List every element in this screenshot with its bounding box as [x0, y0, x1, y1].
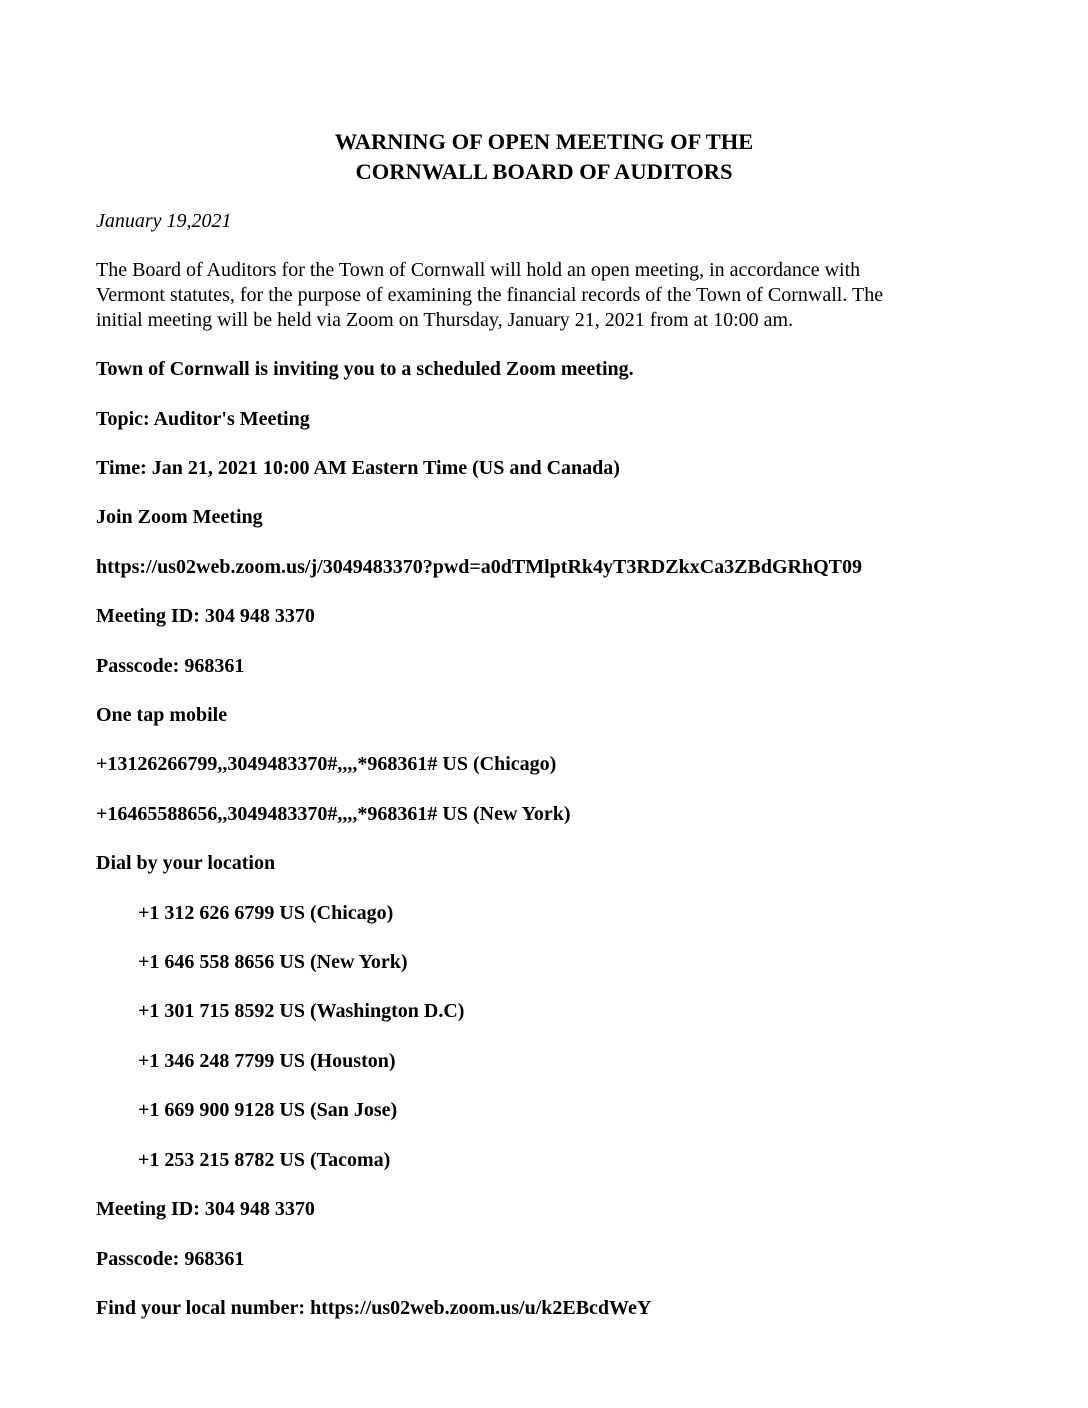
notice-date: January 19,2021 — [96, 210, 232, 232]
one-tap-new-york[interactable]: +16465588656,,3049483370#,,,,*968361# US (New York) — [96, 803, 571, 825]
meeting-id-repeat: Meeting ID: 304 948 3370 — [96, 1198, 315, 1220]
meeting-passcode-repeat: Passcode: 968361 — [96, 1248, 245, 1270]
page-title — [0, 127, 1088, 187]
one-tap-chicago[interactable]: +13126266799,,3049483370#,,,,*968361# US (Chicago) — [96, 753, 557, 775]
intro-line-1: The Board of Auditors for the Town of Cornwall will hold an open meeting, in accordance with — [96, 259, 861, 281]
meeting-passcode: Passcode: 968361 — [96, 655, 245, 677]
join-zoom-heading: Join Zoom Meeting — [96, 506, 263, 528]
intro-line-2: Vermont statutes, for the purpose of examining the financial records of the Town of Cornwall. The — [96, 284, 884, 306]
title-line-2: CORNWALL BOARD OF AUDITORS — [355, 159, 733, 184]
meeting-time: Time: Jan 21, 2021 10:00 AM Eastern Time (US and Canada) — [96, 457, 620, 479]
dial-number-houston: +1 346 248 7799 US (Houston) — [138, 1050, 396, 1072]
dial-number-washington: +1 301 715 8592 US (Washington D.C) — [138, 1000, 465, 1022]
dial-by-location-heading: Dial by your location — [96, 852, 276, 874]
zoom-invite-text: Town of Cornwall is inviting you to a scheduled Zoom meeting. — [96, 358, 634, 380]
find-local-number-link[interactable]: Find your local number: https://us02web.zoom.us/u/k2EBcdWeY — [96, 1297, 652, 1319]
intro-line-3: initial meeting will be held via Zoom on Thursday, January 21, 2021 from at 10:00 am. — [96, 309, 794, 331]
meeting-id: Meeting ID: 304 948 3370 — [96, 605, 315, 627]
meeting-topic: Topic: Auditor's Meeting — [96, 408, 310, 430]
one-tap-heading: One tap mobile — [96, 704, 228, 726]
title-line-1: WARNING OF OPEN MEETING OF THE — [334, 129, 754, 154]
dial-number-san-jose: +1 669 900 9128 US (San Jose) — [138, 1099, 398, 1121]
dial-number-new-york: +1 646 558 8656 US (New York) — [138, 951, 408, 973]
intro-paragraph — [96, 258, 956, 333]
dial-number-chicago: +1 312 626 6799 US (Chicago) — [138, 902, 394, 924]
join-zoom-link[interactable]: https://us02web.zoom.us/j/3049483370?pwd=a0dTMlptRk4yT3RDZkxCa3ZBdGRhQT09 — [96, 556, 862, 578]
dial-number-tacoma: +1 253 215 8782 US (Tacoma) — [138, 1149, 391, 1171]
